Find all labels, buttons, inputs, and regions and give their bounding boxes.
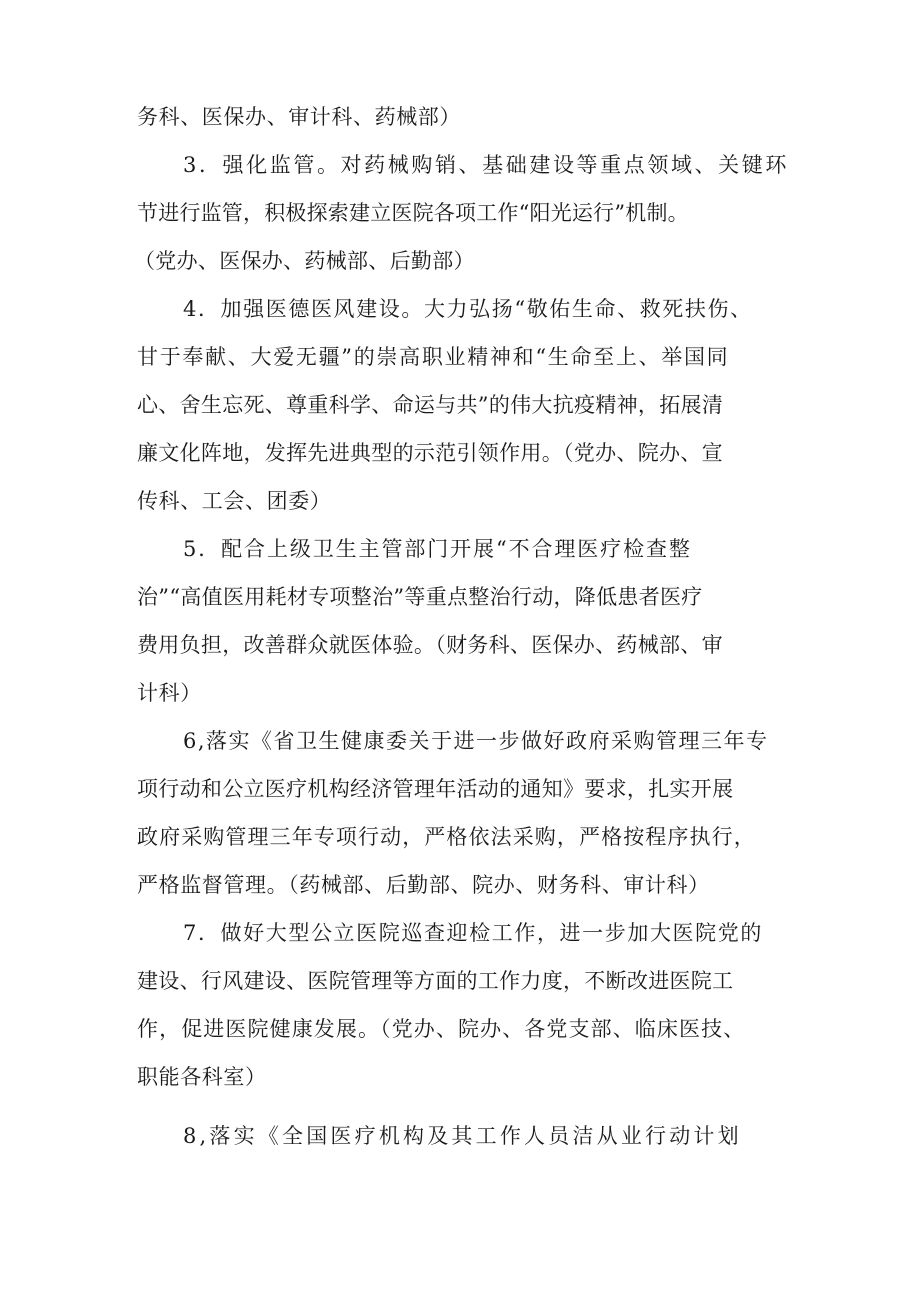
text-line-content: 5．配合上级卫生主管部门开展“不合理医疗检查整 bbox=[183, 537, 692, 561]
text-line-content: 建设、行风建设、医院管理等方面的工作力度，不断改进医院工 bbox=[137, 969, 734, 993]
text-line bbox=[0, 93, 920, 141]
text-line bbox=[0, 669, 920, 717]
text-line-content: 作，促进医院健康发展。（党办、院办、各党支部、临床医技、 bbox=[137, 1017, 746, 1041]
text-line-content: 4．加强医德医风建设。大力弘扬“敬佑生命、救死扶伤、 bbox=[183, 297, 753, 321]
text-line bbox=[0, 1053, 920, 1101]
text-line-content: （党办、医保办、药械部、后勤部） bbox=[134, 249, 475, 273]
text-line-content: 计科） bbox=[137, 681, 202, 705]
text-line bbox=[0, 957, 920, 1005]
text-line-content: 费用负担，改善群众就医体验。（财务科、医保办、药械部、审 bbox=[137, 633, 723, 657]
text-line-content: 项行动和公立医疗机构经济管理年活动的通知》要求，扎实开展 bbox=[137, 777, 734, 801]
text-line-content: 甘于奉献、大爱无疆”的崇高职业精神和“生命至上、举国同 bbox=[137, 345, 730, 369]
text-line bbox=[0, 189, 920, 237]
text-line bbox=[0, 525, 920, 573]
text-line-content: 传科、工会、团委） bbox=[137, 489, 332, 513]
text-line bbox=[0, 381, 920, 429]
text-line bbox=[0, 813, 920, 861]
text-line-content: 7．做好大型公立医院巡查迎检工作，进一步加大医院党的 bbox=[183, 921, 763, 945]
text-line bbox=[0, 717, 920, 765]
text-line-content: 职能各科室） bbox=[137, 1065, 267, 1089]
text-line bbox=[0, 429, 920, 477]
text-line bbox=[0, 621, 920, 669]
text-line-content: 务科、医保办、审计科、药械部） bbox=[137, 105, 461, 129]
text-line bbox=[0, 477, 920, 525]
text-line-content: 节进行监管，积极探索建立医院各项工作“阳光运行”机制。 bbox=[137, 201, 689, 225]
text-line bbox=[0, 141, 920, 189]
text-line bbox=[0, 237, 920, 285]
text-line bbox=[0, 861, 920, 909]
text-line bbox=[0, 573, 920, 621]
text-line-content: 6,落实《省卫生健康委关于进一步做好政府采购管理三年专 bbox=[183, 729, 769, 753]
text-line bbox=[0, 285, 920, 333]
text-line-content: 心、舍生忘死、尊重科学、命运与共”的伟大抗疫精神，拓展清 bbox=[137, 393, 724, 417]
text-line bbox=[0, 1005, 920, 1053]
text-line-content: 3．强化监管。对药械购销、基础建设等重点领域、关键环 bbox=[183, 153, 789, 177]
text-line-content: 政府采购管理三年专项行动，严格依法采购，严格按程序执行， bbox=[137, 825, 756, 849]
text-line bbox=[0, 909, 920, 957]
text-line-content: 廉文化阵地，发挥先进典型的示范引领作用。（党办、院办、宣 bbox=[137, 441, 723, 465]
text-line bbox=[0, 765, 920, 813]
text-line-content: 严格监督管理。（药械部、后勤部、院办、财务科、审计科） bbox=[137, 873, 710, 897]
text-line-content: 8,落实《全国医疗机构及其工作人员洁从业行动计划 bbox=[183, 1124, 742, 1148]
text-line-content: 治”“高值医用耗材专项整治”等重点整治行动，降低患者医疗 bbox=[137, 585, 703, 609]
text-line bbox=[0, 333, 920, 381]
text-line bbox=[0, 1112, 920, 1160]
